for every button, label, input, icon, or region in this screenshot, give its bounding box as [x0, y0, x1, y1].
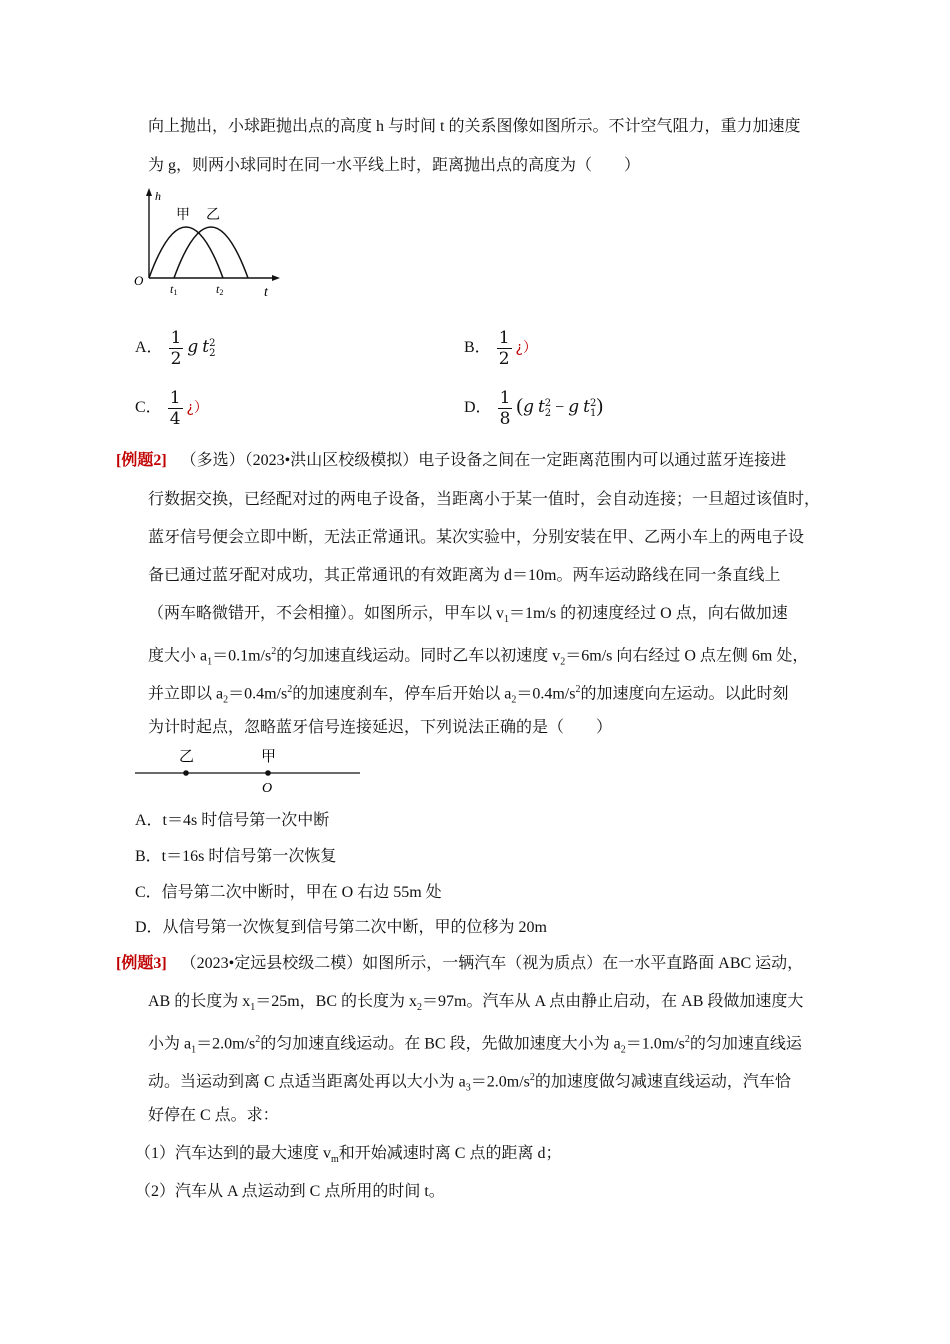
- car-yi-dot: [183, 770, 189, 776]
- q3-header: [例题3] （2023•定远县校级二模）如图所示，一辆汽车（视为质点）在一水平直路面 ABC 运动，: [116, 955, 804, 972]
- height-time-graph: [130, 186, 290, 301]
- q3-line-5: 好停在 C 点。求：: [148, 1107, 279, 1124]
- axis-label-h: h: [155, 189, 161, 203]
- label-car-yi: 乙: [179, 749, 195, 765]
- q3-line-3: 小为 $a_1=2.0m/s^2$的匀加速直线运动。在 BC 段，先做加速度大小为 $a_2=1.0m/s^2$的匀加速直线运: [148, 1034, 802, 1056]
- q3-line-2: AB 的长度为 $x_1=25m$，BC 的长度为 $x_2=97m$。汽车从 A 点由静止启动，在 AB 段做加速度大: [148, 993, 804, 1014]
- q2-line-4: 备已通过蓝牙配对成功，其正常通讯的有效距离为 d＝10m。两车运动路线在同一条直线上: [148, 567, 781, 584]
- q2-header: [例题2] （多选）（2023•洪山区校级模拟）电子设备之间在一定距离范围内可以通过蓝牙连接进: [116, 452, 787, 469]
- q1-option-b[interactable]: B． $\frac{1}{2}$ ¿）: [464, 328, 537, 369]
- q2-option-a[interactable]: A．t＝4s 时信号第一次中断: [135, 812, 330, 829]
- curve-jia: [149, 227, 223, 278]
- q3-tag: [例题3]: [116, 955, 167, 972]
- track-diagram: [130, 742, 370, 798]
- q1-text-line-2: 为 g，则两小球同时在同一水平线上时，距离抛出点的高度为（ ）: [148, 157, 641, 174]
- fraction-one-half: $\frac{1}{2}$: [170, 328, 182, 369]
- q2-tag: [例题2]: [116, 452, 167, 469]
- q1-text-line-1: 向上抛出，小球距抛出点的高度 h 与时间 t 的关系图像如图所示。不计空气阻力，重力加速度: [148, 118, 801, 135]
- q1-option-d[interactable]: D． $\frac{1}{8}$ (g t 2 2 − g t 2 1 ): [464, 388, 603, 429]
- q3-subquestion-2: （2）汽车从 A 点运动到 C 点所用的时间 t。: [135, 1183, 445, 1200]
- q2-option-b[interactable]: B．t＝16s 时信号第一次恢复: [135, 848, 337, 865]
- curve-yi: [174, 227, 248, 278]
- q3-line-4: 动。当运动到离 C 点适当距离处再以大小为 $a_3=2.0m/s^2$的加速度做匀减速直线运动，汽车恰: [148, 1072, 791, 1094]
- label-point-o: O: [262, 781, 273, 796]
- q1-option-a[interactable]: A． $\frac{1}{2}$ g t 2 2: [135, 328, 216, 369]
- q2-line-7: 并立即以 $a_2=0.4m/s^2$的加速度刹车，停车后开始以 $a_2=0.4m/s^2$的加速度向左运动。以此时刻: [148, 684, 789, 706]
- label-yi: 乙: [206, 208, 220, 223]
- q2-line-5: （两车略微错开，不会相撞）。如图所示，甲车以 $v_1=1m/s$ 的初速度经过 O 点，向右做加速: [148, 605, 788, 626]
- q2-option-d[interactable]: D．从信号第一次恢复到信号第二次中断，甲的位移为 20m: [135, 919, 548, 936]
- q2-line-3: 蓝牙信号便会立即中断，无法正常通讯。某次实验中，分别安装在甲、乙两小车上的两电子设: [148, 529, 805, 546]
- axis-label-t: t: [264, 285, 268, 300]
- q2-line-8: 为计时起点，忽略蓝牙信号连接延迟，下列说法正确的是（ ）: [148, 719, 613, 736]
- fraction-one-half-b: $\frac{1}{2}$: [498, 328, 510, 369]
- fraction-one-quarter: $\frac{1}{4}$: [169, 388, 181, 429]
- tick-t2: t2: [216, 282, 224, 297]
- fraction-one-eighth: $\frac{1}{8}$: [499, 388, 511, 429]
- q2-line-2: 行数据交换，已经配对过的两电子设备，当距离小于某一值时，会自动连接；一旦超过该值时，: [148, 491, 821, 508]
- q1-option-c[interactable]: C． $\frac{1}{4}$ ¿）: [135, 388, 208, 429]
- origin-label: O: [134, 273, 144, 288]
- label-car-jia: 甲: [261, 749, 277, 765]
- car-jia-dot: [265, 770, 271, 776]
- q2-option-c[interactable]: C．信号第二次中断时，甲在 O 右边 55m 处: [135, 884, 442, 901]
- q2-line-6: 度大小 $a_1=0.1m/s^2$的匀加速直线运动。同时乙车以初速度 $v_2=6m/s$ 向右经过 O 点左侧 6m 处，: [148, 646, 809, 668]
- q3-subquestion-1: （1）汽车达到的最大速度 $v_m$和开始减速时离 C 点的距离 d；: [135, 1145, 562, 1166]
- label-jia: 甲: [176, 208, 190, 223]
- tick-t1: t1: [170, 282, 178, 297]
